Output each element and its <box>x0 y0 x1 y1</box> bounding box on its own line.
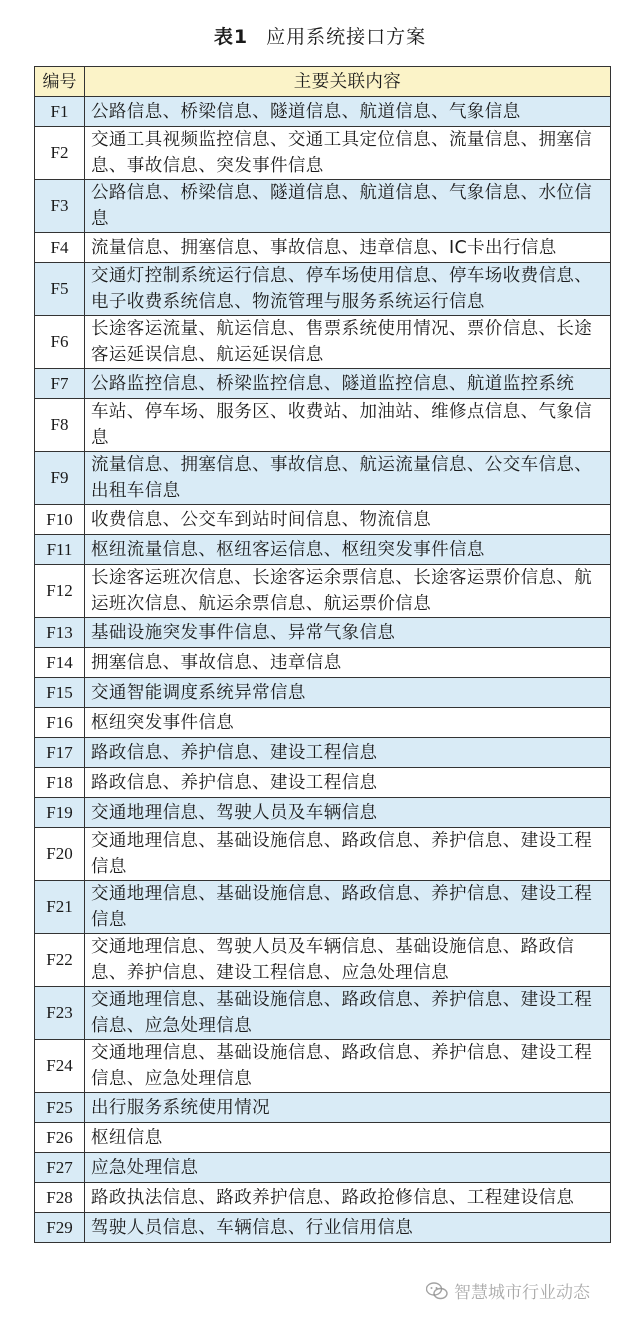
row-content: 交通地理信息、基础设施信息、路政信息、养护信息、建设工程信息、应急处理信息 <box>85 987 611 1040</box>
table-row <box>35 678 611 708</box>
row-content: 交通智能调度系统异常信息 <box>85 678 611 708</box>
header-id: 编号 <box>35 67 85 97</box>
table-row <box>35 828 611 881</box>
table-row <box>35 127 611 180</box>
row-id: F8 <box>35 399 85 452</box>
row-id: F10 <box>35 505 85 535</box>
row-content: 交通地理信息、驾驶人员及车辆信息 <box>85 798 611 828</box>
row-id: F17 <box>35 738 85 768</box>
row-content: 长途客运班次信息、长途客运余票信息、长途客运票价信息、航运班次信息、航运余票信息、航运票价信息 <box>85 565 611 618</box>
table-row <box>35 369 611 399</box>
table-row <box>35 1123 611 1153</box>
table-row <box>35 263 611 316</box>
row-id: F24 <box>35 1040 85 1093</box>
row-content: 流量信息、拥塞信息、事故信息、航运流量信息、公交车信息、出租车信息 <box>85 452 611 505</box>
row-id: F12 <box>35 565 85 618</box>
row-id: F20 <box>35 828 85 881</box>
row-id: F26 <box>35 1123 85 1153</box>
header-content: 主要关联内容 <box>85 67 611 97</box>
table-row <box>35 535 611 565</box>
row-content: 交通灯控制系统运行信息、停车场使用信息、停车场收费信息、电子收费系统信息、物流管理与服务系统运行信息 <box>85 263 611 316</box>
row-id: F2 <box>35 127 85 180</box>
row-id: F5 <box>35 263 85 316</box>
watermark-text: 智慧城市行业动态 <box>454 1283 590 1303</box>
row-content: 交通地理信息、驾驶人员及车辆信息、基础设施信息、路政信息、养护信息、建设工程信息、应急处理信息 <box>85 934 611 987</box>
row-content: 交通地理信息、基础设施信息、路政信息、养护信息、建设工程信息 <box>85 828 611 881</box>
row-id: F9 <box>35 452 85 505</box>
row-content: 拥塞信息、事故信息、违章信息 <box>85 648 611 678</box>
row-id: F29 <box>35 1213 85 1243</box>
row-content: 驾驶人员信息、车辆信息、行业信用信息 <box>85 1213 611 1243</box>
row-id: F28 <box>35 1183 85 1213</box>
table-caption <box>0 24 640 50</box>
row-id: F18 <box>35 768 85 798</box>
row-id: F15 <box>35 678 85 708</box>
row-content: 枢纽流量信息、枢纽客运信息、枢纽突发事件信息 <box>85 535 611 565</box>
table-row <box>35 738 611 768</box>
table-row <box>35 1183 611 1213</box>
row-content: 路政信息、养护信息、建设工程信息 <box>85 738 611 768</box>
interface-table <box>34 66 611 1243</box>
row-id: F23 <box>35 987 85 1040</box>
table-row <box>35 768 611 798</box>
row-content: 路政执法信息、路政养护信息、路政抢修信息、工程建设信息 <box>85 1183 611 1213</box>
row-content: 车站、停车场、服务区、收费站、加油站、维修点信息、气象信息 <box>85 399 611 452</box>
table-row <box>35 1040 611 1093</box>
row-content: 基础设施突发事件信息、异常气象信息 <box>85 618 611 648</box>
row-id: F14 <box>35 648 85 678</box>
table-row <box>35 708 611 738</box>
row-content: 交通工具视频监控信息、交通工具定位信息、流量信息、拥塞信息、事故信息、突发事件信息 <box>85 127 611 180</box>
table-header-row <box>35 67 611 97</box>
row-content: 公路信息、桥梁信息、隧道信息、航道信息、气象信息 <box>85 97 611 127</box>
table-row <box>35 399 611 452</box>
row-id: F1 <box>35 97 85 127</box>
row-id: F27 <box>35 1153 85 1183</box>
row-id: F11 <box>35 535 85 565</box>
table-row <box>35 798 611 828</box>
row-id: F7 <box>35 369 85 399</box>
row-content: 枢纽信息 <box>85 1123 611 1153</box>
row-id: F22 <box>35 934 85 987</box>
row-content: 交通地理信息、基础设施信息、路政信息、养护信息、建设工程信息 <box>85 881 611 934</box>
table-row <box>35 1153 611 1183</box>
table-row <box>35 934 611 987</box>
table-row <box>35 452 611 505</box>
table-row <box>35 505 611 535</box>
table-row <box>35 987 611 1040</box>
row-content: 应急处理信息 <box>85 1153 611 1183</box>
row-id: F4 <box>35 233 85 263</box>
table-title: 应用系统接口方案 <box>266 26 427 48</box>
row-content: 路政信息、养护信息、建设工程信息 <box>85 768 611 798</box>
row-content: 枢纽突发事件信息 <box>85 708 611 738</box>
row-content: 流量信息、拥塞信息、事故信息、违章信息、IC卡出行信息 <box>85 233 611 263</box>
row-content: 公路信息、桥梁信息、隧道信息、航道信息、气象信息、水位信息 <box>85 180 611 233</box>
row-id: F6 <box>35 316 85 369</box>
table-row <box>35 881 611 934</box>
table-row <box>35 1213 611 1243</box>
row-content: 收费信息、公交车到站时间信息、物流信息 <box>85 505 611 535</box>
table-number: 表1 <box>213 26 249 48</box>
row-id: F16 <box>35 708 85 738</box>
table-row <box>35 233 611 263</box>
table-row <box>35 565 611 618</box>
row-content: 长途客运流量、航运信息、售票系统使用情况、票价信息、长途客运延误信息、航运延误信息 <box>85 316 611 369</box>
row-content: 公路监控信息、桥梁监控信息、隧道监控信息、航道监控系统 <box>85 369 611 399</box>
table-row <box>35 618 611 648</box>
row-id: F19 <box>35 798 85 828</box>
table-row <box>35 97 611 127</box>
table-row <box>35 180 611 233</box>
row-id: F3 <box>35 180 85 233</box>
watermark <box>426 1278 590 1303</box>
row-id: F13 <box>35 618 85 648</box>
row-content: 交通地理信息、基础设施信息、路政信息、养护信息、建设工程信息、应急处理信息 <box>85 1040 611 1093</box>
table-row <box>35 1093 611 1123</box>
row-id: F25 <box>35 1093 85 1123</box>
wechat-icon <box>426 1282 448 1300</box>
table-row <box>35 316 611 369</box>
table-row <box>35 648 611 678</box>
row-id: F21 <box>35 881 85 934</box>
row-content: 出行服务系统使用情况 <box>85 1093 611 1123</box>
